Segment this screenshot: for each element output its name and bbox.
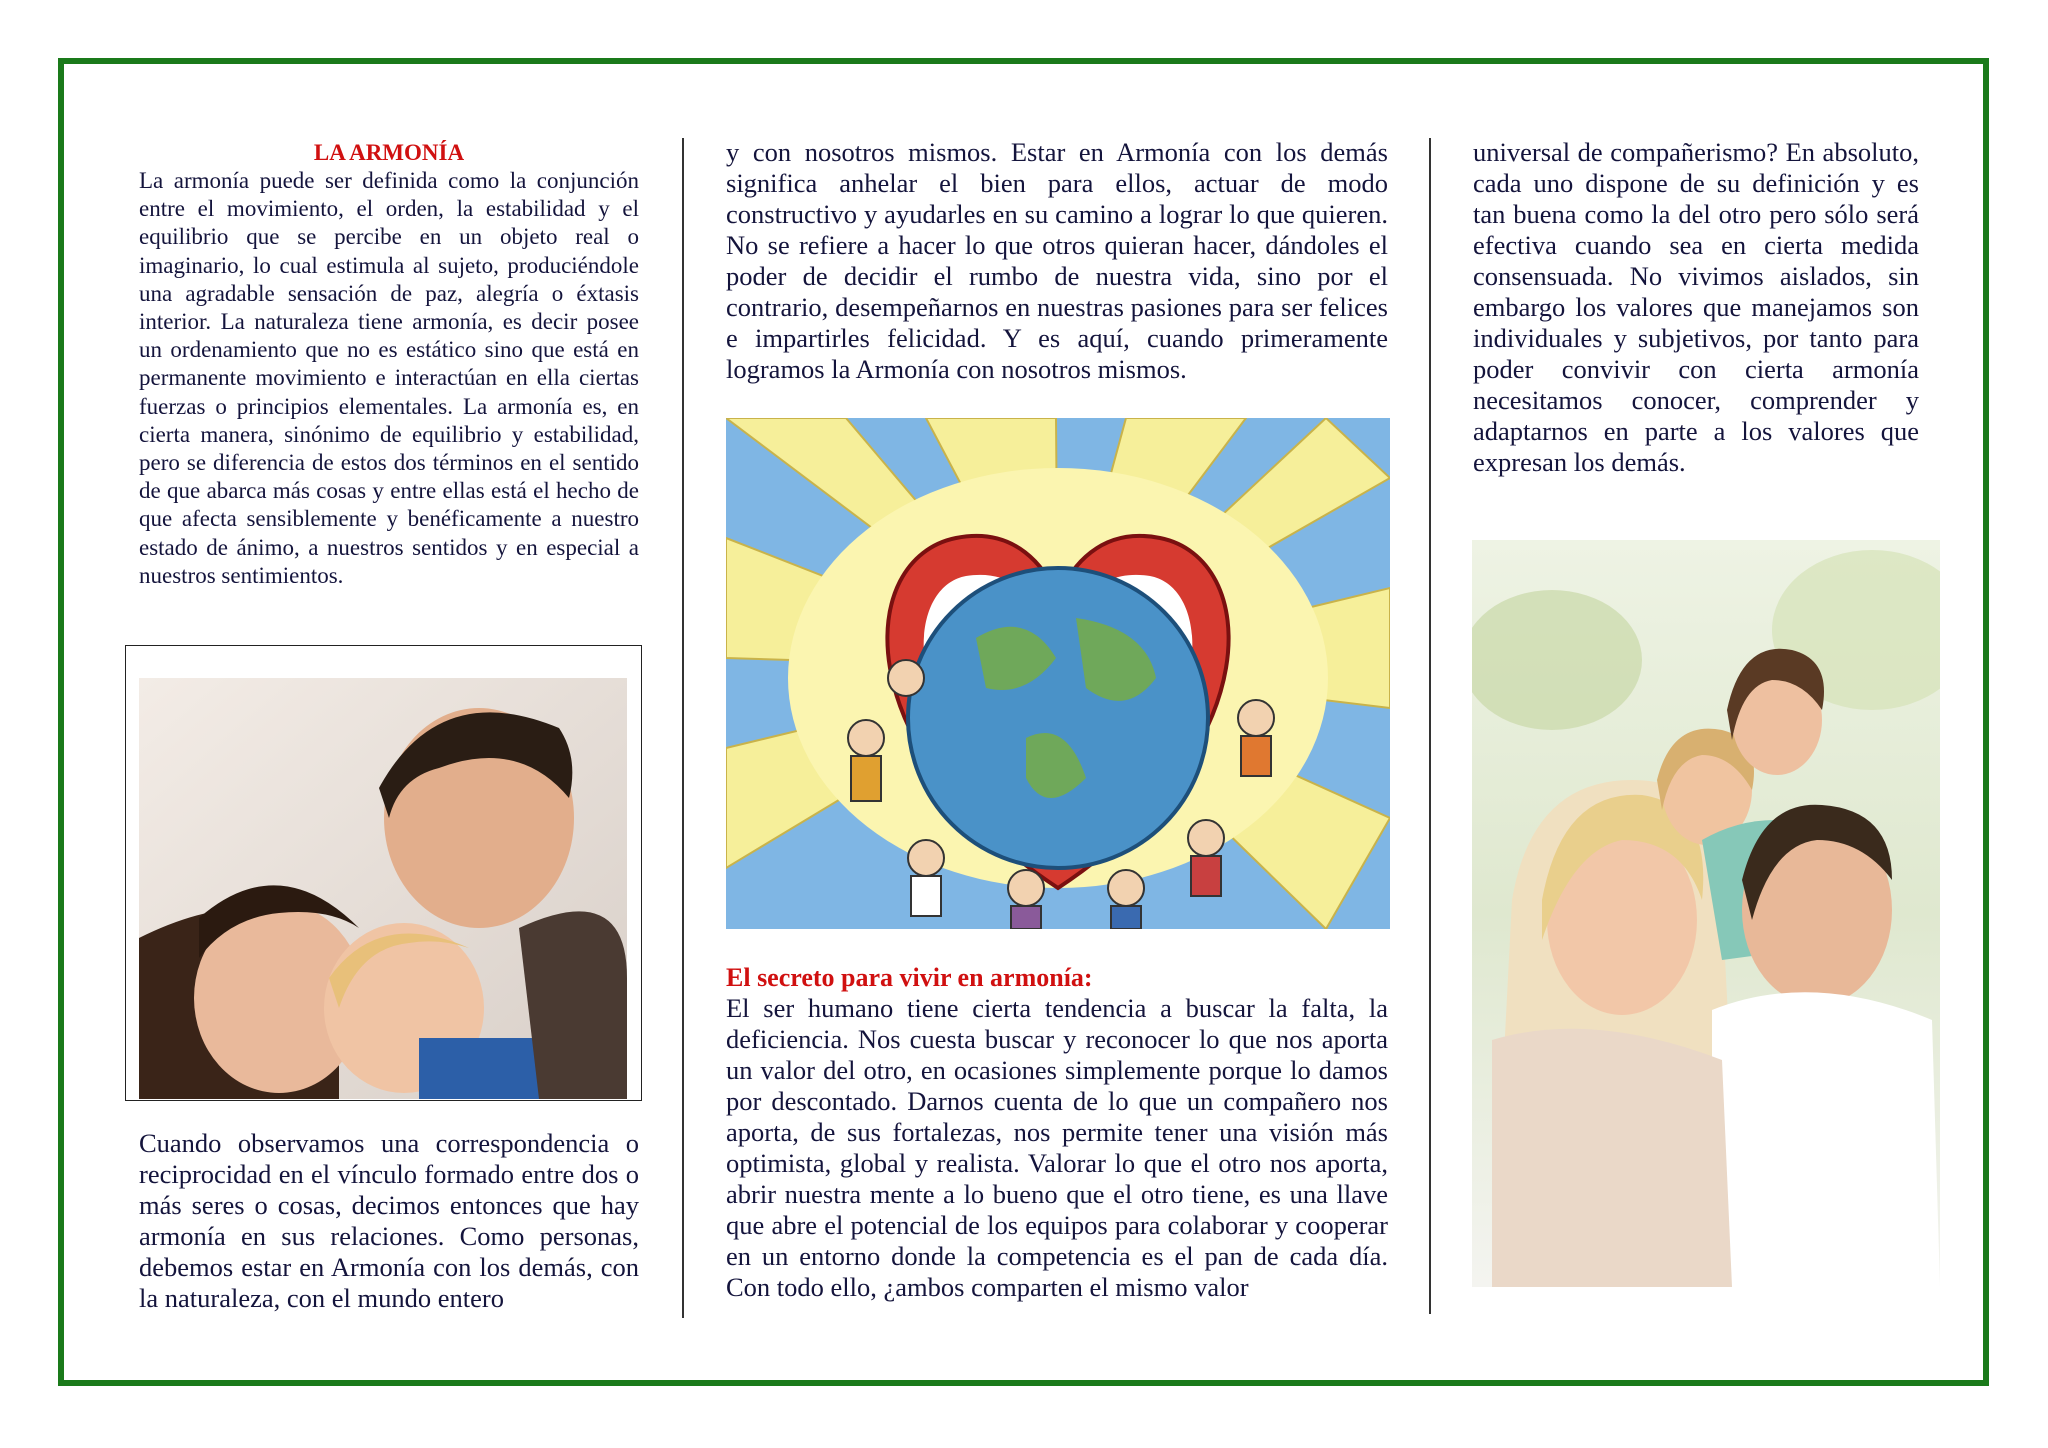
column-3 [1473, 137, 1919, 478]
section-subtitle: El secreto para vivir en armonía: [726, 963, 1093, 992]
heart-globe-illustration [726, 418, 1390, 929]
harmony-relations-paragraph: Cuando observamos una correspondencia o reciprocidad en el vínculo formado entre dos o más seres o cosas, decimos entonces que hay armonía en sus relaciones. Como personas, debemos estar en Armonía con los demás, con la naturaleza, con el mundo entero [139, 1128, 639, 1313]
section-title: LA ARMONÍA [313, 140, 465, 165]
family-bed-photo [139, 678, 627, 1099]
column-1-bottom [139, 1128, 639, 1314]
column-1 [139, 139, 639, 590]
column-2-bottom [726, 963, 1388, 1303]
column-2 [726, 137, 1388, 385]
continuation-paragraph: y con nosotros mismos. Estar en Armonía con los demás significa anhelar el bien para ellos, actuar de modo constructivo y ayudarles en su camino a lograr lo que quieren. No se refiere a hacer lo que otros quieran hacer, dándoles el poder de decidir el rumbo de nuestra vida, sino por el contrario, desempeñarnos en nuestras pasiones para ser felices e impartirles felicidad. Y es aquí, cuando primeramente logramos la Armonía con nosotros mismos. [726, 137, 1388, 384]
family-piggyback-photo [1472, 540, 1940, 1287]
values-paragraph: universal de compañerismo? En absoluto, cada uno dispone de su definición y es tan buena como la del otro pero sólo será efectiva cuando sea en cierta medida consensuada. No vivimos aislados, sin embargo los valores que manejamos son individuales y subjetivos, por tanto para poder convivir con cierta armonía necesitamos conocer, comprender y adaptarnos en parte a los valores que expresan los demás. [1473, 137, 1919, 477]
intro-paragraph: La armonía puede ser definida como la conjunción entre el movimiento, el orden, la estabilidad y el equilibrio que se percibe en un objeto real o imaginario, lo cual estimula al sujeto, produciéndole una agradable sensación de paz, alegría o éxtasis interior. La naturaleza tiene armonía, es decir posee un ordenamiento que no es estático sino que está en permanente movimiento e interactúan en ella ciertas fuerzas o principios elementales. La armonía es, en cierta manera, sinónimo de equilibrio y estabilidad, pero se diferencia de estos dos términos en el sentido de que abarca más cosas y entre ellas está el hecho de que afecta sensiblemente y benéficamente a nuestro estado de ánimo, a nuestros sentidos y en especial a nuestros sentimientos. [139, 168, 639, 588]
column-divider-1 [682, 138, 684, 1318]
secret-paragraph: El ser humano tiene cierta tendencia a buscar la falta, la deficiencia. Nos cuesta buscar y reconocer lo que nos aporta un valor del otro, en ocasiones simplemente porque lo damos por descontado. Darnos cuenta de lo que un compañero nos aporta, de sus fortalezas, nos permite tener una visión más optimista, global y realista. Valorar lo que el otro nos aporta, abrir nuestra mente a lo bueno que el otro tiene, es una llave que abre el potencial de los equipos para colaborar y cooperar en un entorno donde la competencia es el pan de cada día. Con todo ello, ¿ambos comparten el mismo valor [726, 993, 1388, 1302]
column-divider-2 [1429, 138, 1431, 1314]
